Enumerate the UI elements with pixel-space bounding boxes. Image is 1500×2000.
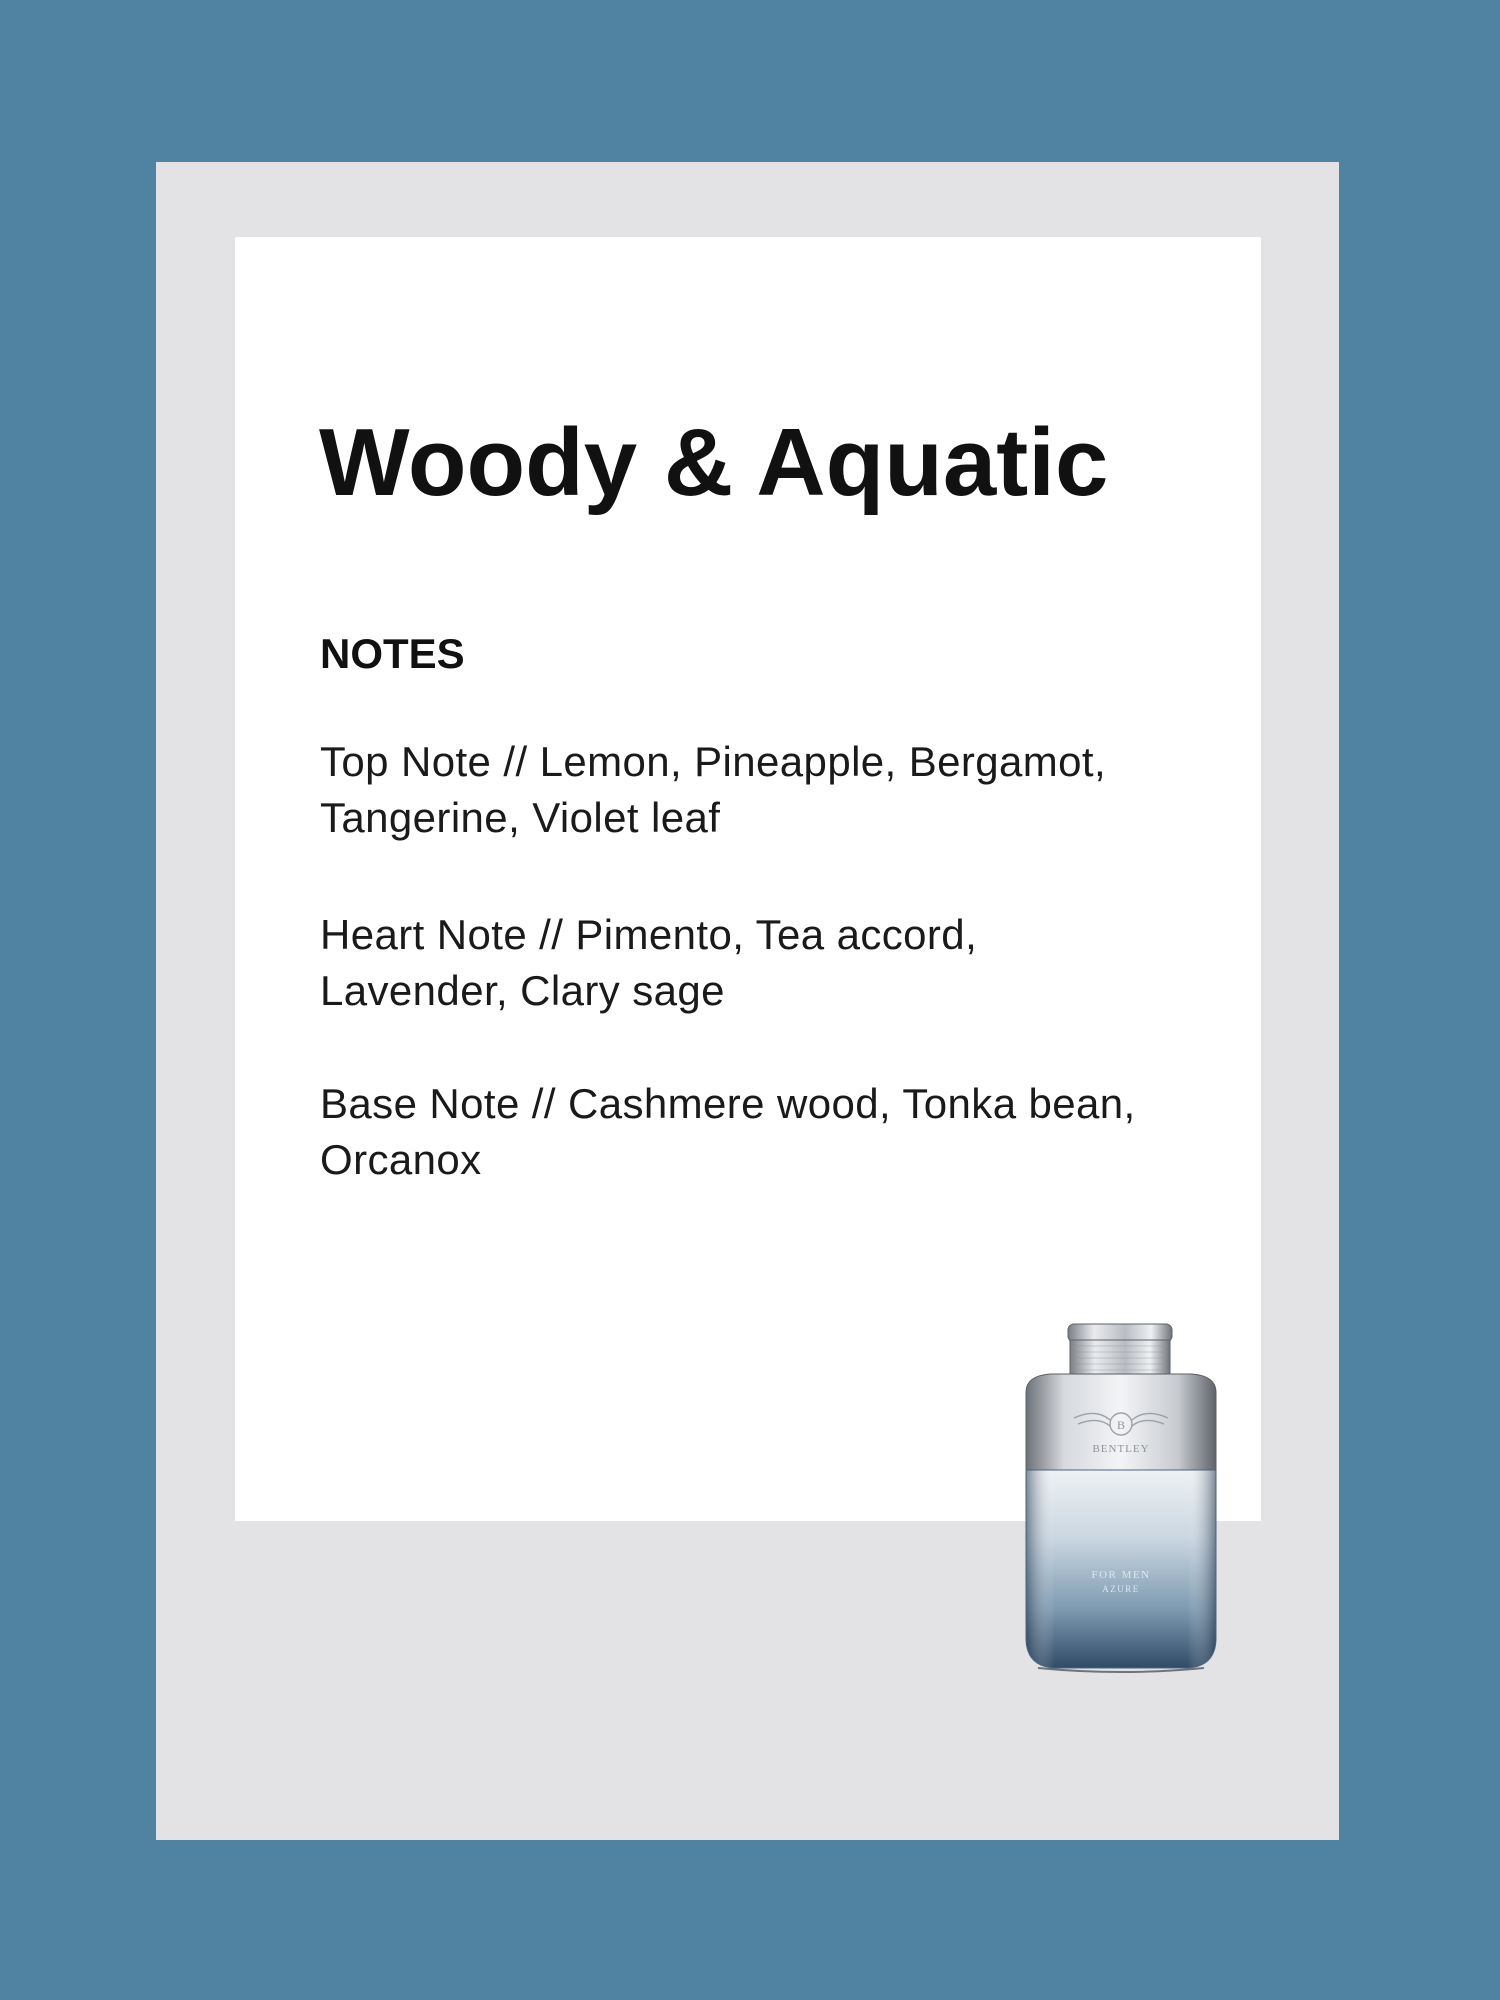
heart-note-line-2: Lavender, Clary sage: [320, 967, 725, 1014]
bottle-label-line-1: FOR MEN: [1091, 1569, 1151, 1581]
notes-heading: NOTES: [320, 630, 465, 677]
svg-text:B: B: [1116, 1418, 1126, 1432]
bottle-label-line-2: AZURE: [1102, 1584, 1140, 1594]
base-note-line-2: Orcanox: [320, 1136, 482, 1183]
base-note-line-1: Base Note // Cashmere wood, Tonka bean,: [320, 1080, 1136, 1127]
heart-note: [320, 907, 977, 1019]
top-note-line-2: Tangerine, Violet leaf: [320, 794, 721, 841]
base-note: [320, 1076, 1136, 1188]
top-note: [320, 734, 1106, 846]
bottle-brand-text: BENTLEY: [1092, 1443, 1150, 1455]
top-note-line-1: Top Note // Lemon, Pineapple, Bergamot,: [320, 738, 1107, 785]
heart-note-line-1: Heart Note // Pimento, Tea accord,: [320, 911, 978, 958]
page-title: Woody & Aquatic: [319, 409, 1109, 516]
perfume-bottle-icon: [1010, 1320, 1232, 1677]
